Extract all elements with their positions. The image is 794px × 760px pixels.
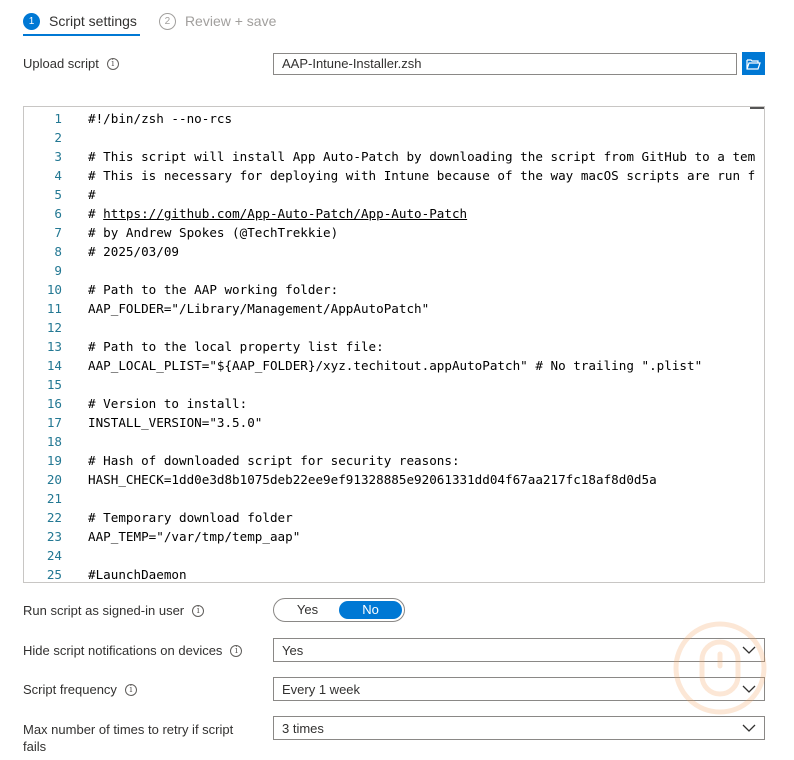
code-line [24,318,764,337]
tab-script-settings[interactable] [23,8,137,34]
code-text: INSTALL_VERSION="3.5.0" [88,415,263,430]
code-text: # [88,187,96,202]
info-icon[interactable]: i [107,58,119,70]
retry-label-line1: Max number of times to retry if script [23,722,234,737]
code-line [24,375,764,394]
line-number: 8 [54,244,62,259]
tab-label: Script settings [49,13,137,29]
code-line [24,147,764,166]
code-line [24,546,764,565]
code-text: # Temporary download folder [88,510,293,525]
code-text: # Hash of downloaded script for security reasons: [88,453,460,468]
dropdown-value: 3 times [282,720,324,736]
line-number: 1 [54,111,62,126]
line-number: 13 [46,339,62,354]
folder-open-icon [746,58,761,70]
upload-script-label [23,56,119,71]
run-as-user-toggle[interactable] [273,598,405,622]
run-as-user-label [23,603,204,618]
line-number: 17 [46,415,62,430]
code-line [24,166,764,185]
line-number: 19 [46,453,62,468]
line-number: 5 [54,187,62,202]
code-line [24,489,764,508]
line-number: 11 [46,301,62,316]
code-text: AAP_TEMP="/var/tmp/temp_aap" [88,529,301,544]
code-line [24,565,764,583]
line-number: 21 [46,491,62,506]
code-line [24,128,764,147]
code-text: # Version to install: [88,396,248,411]
code-line [24,242,764,261]
line-number: 22 [46,510,62,525]
code-text: # by Andrew Spokes (@TechTrekkie) [88,225,339,240]
run-as-user-label-text: Run script as signed-in user [23,603,185,618]
step-number-badge: 2 [159,13,176,30]
line-number: 16 [46,396,62,411]
code-line [24,451,764,470]
code-text: # 2025/03/09 [88,244,179,259]
line-number: 2 [54,130,62,145]
info-icon[interactable]: i [125,684,137,696]
code-line [24,280,764,299]
script-code-editor[interactable] [23,106,765,583]
code-line [24,394,764,413]
code-text: # This script will install App Auto-Patch by downloading the script from GitHub to a tem [88,149,756,164]
code-link[interactable]: https://github.com/App-Auto-Patch/App-Auto-Patch [103,206,468,221]
chevron-down-icon [742,723,756,733]
line-number: 14 [46,358,62,373]
line-number: 20 [46,472,62,487]
line-number: 12 [46,320,62,335]
code-line [24,204,764,223]
code-text: HASH_CHECK=1dd0e3d8b1075deb22ee9ef91328885e92061331dd04f67aa217fc18af8d0d5a [88,472,657,487]
code-text: AAP_LOCAL_PLIST="${AAP_FOLDER}/xyz.techitout.appAutoPatch" # No trailing ".plist" [88,358,703,373]
watermark-logo [672,620,768,716]
step-number-badge: 1 [23,13,40,30]
hide-notifications-label [23,643,242,658]
tab-review-save[interactable] [159,8,276,34]
hide-notifications-label-text: Hide script notifications on devices [23,643,223,658]
code-prefix: # [88,206,104,221]
line-number: 3 [54,149,62,164]
code-line [24,508,764,527]
info-icon[interactable]: i [192,605,204,617]
active-tab-indicator [23,34,140,36]
code-line [24,470,764,489]
code-line [24,299,764,318]
info-icon[interactable]: i [230,645,242,657]
code-text: #!/bin/zsh --no-rcs [88,111,233,126]
code-text: # This is necessary for deploying with Intune because of the way macOS scripts are run f [88,168,756,183]
toggle-option-yes[interactable]: Yes [296,602,319,617]
frequency-label [23,682,137,697]
line-number: 9 [54,263,62,278]
code-line [24,337,764,356]
line-number: 18 [46,434,62,449]
dropdown-value: Yes [282,642,304,658]
code-text: # Path to the AAP working folder: [88,282,339,297]
retry-dropdown[interactable] [273,716,765,740]
code-text: AAP_FOLDER="/Library/Management/AppAutoPatch" [88,301,430,316]
code-line [24,527,764,546]
dropdown-value: Every 1 week [282,681,361,697]
code-line [24,185,764,204]
code-line [24,432,764,451]
line-number: 24 [46,548,62,563]
toggle-option-no[interactable]: No [339,601,402,619]
code-line [24,109,764,128]
line-number: 10 [46,282,62,297]
tab-label: Review + save [184,13,277,29]
code-text [88,204,467,223]
line-number: 4 [54,168,62,183]
upload-script-label-text: Upload script [23,56,99,71]
code-line [24,261,764,280]
frequency-label-text: Script frequency [23,682,117,697]
line-number: 23 [46,529,62,544]
retry-label-line2: fails [23,739,47,754]
script-file-input[interactable]: AAP-Intune-Installer.zsh [273,53,737,75]
retry-label [23,721,233,755]
browse-file-button[interactable] [742,52,765,75]
line-number: 7 [54,225,62,240]
code-text: # Path to the local property list file: [88,339,384,354]
code-text: #LaunchDaemon [88,567,187,582]
code-line [24,356,764,375]
line-number: 6 [54,206,62,221]
code-line [24,413,764,432]
line-number: 25 [46,567,62,582]
code-line [24,223,764,242]
line-number: 15 [46,377,62,392]
